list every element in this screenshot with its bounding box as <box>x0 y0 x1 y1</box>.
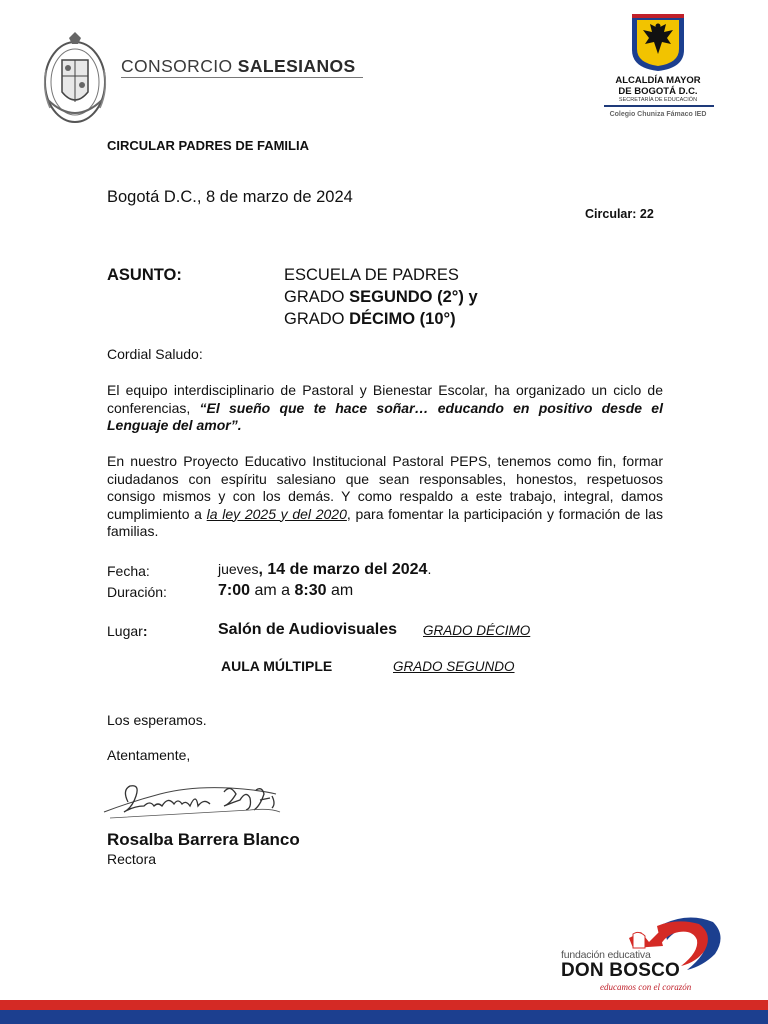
place-label: Lugar: <box>107 623 148 639</box>
secretaria-educacion-text: SECRETARÍA DE EDUCACIÓN <box>618 97 698 103</box>
place-value-1: Salón de Audiovisuales <box>218 621 398 638</box>
greeting: Cordial Saludo: <box>107 346 203 362</box>
signer-role: Rectora <box>107 851 157 867</box>
regards-line: Atentamente, <box>107 747 191 763</box>
handwritten-signature <box>100 772 300 830</box>
bogota-shield-icon <box>629 12 687 72</box>
foundation-label: fundación educativa <box>561 949 651 961</box>
city-date: Bogotá D.C., 8 de marzo de 2024 <box>107 188 353 206</box>
foundation-tagline: educamos con el corazón <box>600 982 692 992</box>
alcaldia-divider <box>604 105 714 107</box>
place-grade-1: GRADO DÉCIMO <box>423 623 531 638</box>
paragraph-1: El equipo interdisciplinario de Pastoral y Bienestar Escolar, ha organizado un ciclo de conferencias, “El sueño que te hace soñar… educando en positivo desde el Lenguaje del amor”. <box>107 382 663 433</box>
document-title: CIRCULAR PADRES DE FAMILIA <box>107 138 309 153</box>
circular-number: Circular: 22 <box>585 207 654 221</box>
place-grade-2: GRADO SEGUNDO <box>393 659 515 674</box>
law-reference: la ley 2025 y del 2020 <box>206 505 347 522</box>
alcaldia-title-line1: ALCALDÍA MAYOR <box>615 75 701 86</box>
alcaldia-title-line2: DE BOGOTÁ D.C. <box>618 86 698 97</box>
date-value: jueves, 14 de marzo del 2024. <box>218 561 432 578</box>
subject-line-1: ESCUELA DE PADRES <box>284 266 459 284</box>
paragraph-2: En nuestro Proyecto Educativo Institucional Pastoral PEPS, tenemos como fin, formar ciudadanos con espíritu salesiano que sean responsables, honestos, respetuosos consigo mismos y con los demás. Y como respaldo a este trabajo, integral, damos cumplimiento a la ley 2025 y del 2020, para fomentar la participación y formación de las familias. <box>107 453 663 539</box>
consorcio-salesianos-wordmark: CONSORCIO SALESIANOS <box>121 56 356 76</box>
signer-name: Rosalba Barrera Blanco <box>107 830 300 849</box>
school-name: Colegio Chuniza Fámaco IED <box>609 111 707 118</box>
duration-value: 7:00 am a 8:30 am <box>218 582 354 599</box>
footer-bar-red <box>0 1000 768 1010</box>
subject-line-3: GRADO DÉCIMO (10°) <box>284 310 456 328</box>
subject-label: ASUNTO: <box>107 266 182 284</box>
place-value-2: AULA MÚLTIPLE <box>221 658 333 674</box>
subject-line-2: GRADO SEGUNDO (2°) y <box>284 288 478 306</box>
footer-bar-blue <box>0 1010 768 1024</box>
salesian-coat-of-arms-icon <box>40 30 110 128</box>
don-bosco-wordmark: DON BOSCO <box>561 960 680 981</box>
header-divider <box>121 77 363 78</box>
closing-line: Los esperamos. <box>107 712 207 728</box>
conference-title: “El sueño que te hace soñar… educando en positivo desde el Lenguaje del amor”. <box>107 399 663 433</box>
duration-label: Duración: <box>107 584 167 600</box>
date-label: Fecha: <box>107 563 150 579</box>
